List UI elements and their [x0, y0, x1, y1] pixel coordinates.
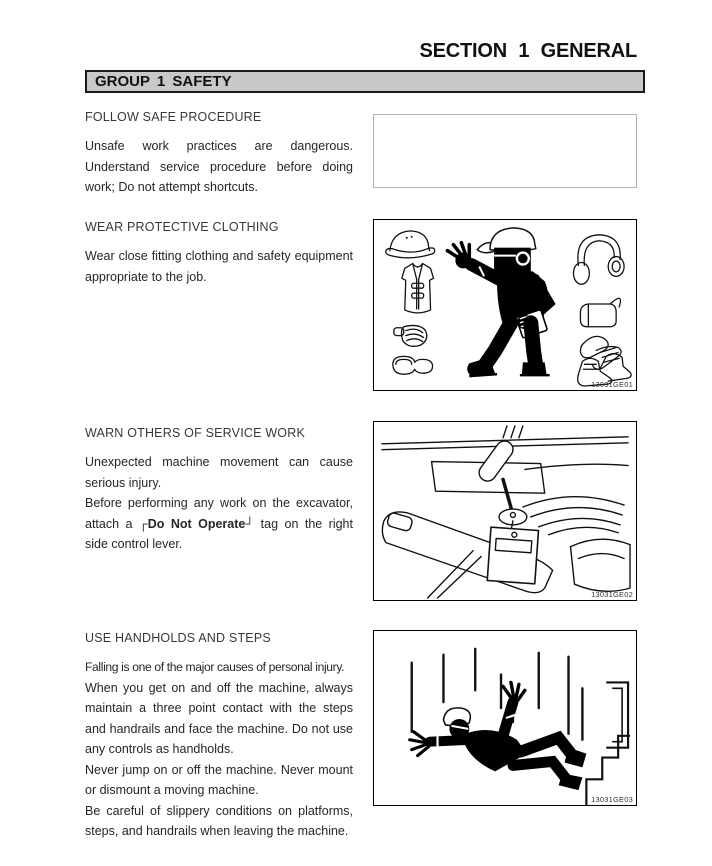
protective-clothing-illustration	[374, 220, 636, 390]
section-paragraph	[85, 493, 353, 555]
figure-code: 13031GE03	[591, 795, 633, 804]
do-not-operate-tag	[487, 527, 538, 584]
section-follow-safe-procedure	[85, 110, 353, 198]
section-heading: WARN OTHERS OF SERVICE WORK	[85, 426, 305, 440]
figure-code: 13031GE02	[591, 590, 633, 599]
goggles-icon	[393, 356, 433, 374]
section-paragraph: Wear close fitting clothing and safety equipment appropriate to the job.	[85, 249, 353, 284]
dust-mask-icon	[580, 304, 616, 327]
section-paragraph: Unsafe work practices are dangerous. Understand service procedure before doing work; Do not attempt shortcuts.	[85, 139, 353, 194]
group-title-bar: GROUP 1 SAFETY	[85, 70, 645, 93]
warn-text-pre: Before performing any work on the excavator, attach a ┌	[85, 496, 353, 531]
section-paragraph: Be careful of slippery conditions on platforms, steps, and handrails when leaving the machine.	[85, 803, 353, 838]
section-wear-protective-clothing	[85, 220, 353, 287]
empty-figure-box	[373, 114, 637, 188]
section-paragraph: Never jump on or off the machine. Never mount or dismount a moving machine.	[85, 762, 353, 797]
section-use-handholds	[85, 631, 353, 842]
section-heading: WEAR PROTECTIVE CLOTHING	[85, 220, 279, 234]
figure-box-protective-clothing	[373, 219, 637, 391]
figure-box-do-not-operate	[373, 421, 637, 601]
falling-person-illustration	[374, 631, 636, 805]
control-lever	[476, 438, 527, 531]
figure-code: 13031GE01	[591, 380, 633, 389]
warn-text-post: ┘ tag on the right side control lever.	[85, 516, 353, 551]
section-heading: FOLLOW SAFE PROCEDURE	[85, 110, 262, 124]
section-paragraph: Unexpected machine movement can cause serious injury.	[85, 455, 353, 490]
hard-hat-icon	[390, 231, 430, 251]
handrail-and-steps	[586, 682, 630, 805]
worker-silhouette	[447, 228, 549, 376]
section-heading: USE HANDHOLDS AND STEPS	[85, 631, 271, 645]
control-lever-tag-illustration	[374, 422, 636, 600]
falling-worker	[410, 682, 587, 790]
page-title: SECTION 1 GENERAL	[419, 40, 637, 62]
do-not-operate-label: Do Not Operate	[147, 516, 246, 531]
figure-box-falling	[373, 630, 637, 806]
motion-lines	[412, 649, 583, 740]
section-paragraph: When you get on and off the machine, always maintain a three point contact with the steps and handrails and face the machine. Do not use any controls as handholds.	[85, 680, 353, 756]
section-warn-others	[85, 426, 353, 555]
section-paragraph: Falling is one of the major causes of personal injury.	[85, 660, 345, 674]
